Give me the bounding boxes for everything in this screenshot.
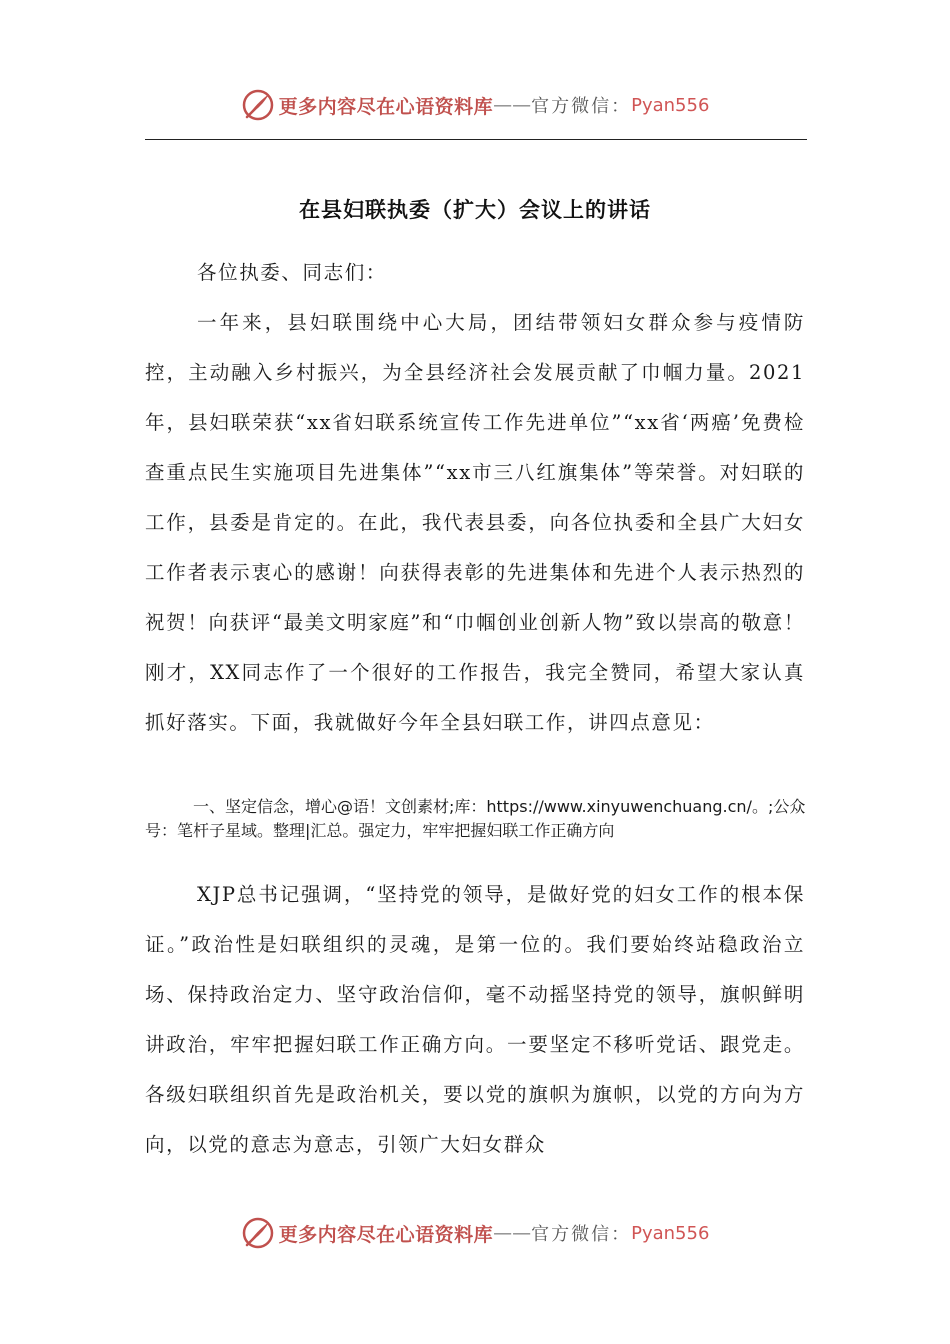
intro-paragraph: 一年来，县妇联围绕中心大局，团结带领妇女群众参与疫情防控，主动融入乡村振兴，为全县经济社会发展贡献了巾帼力量。2021年，县妇联荣获“xx省妇联系统宣传工作先进单位”“xx省‘两癌’免费检查重点民生实施项目先进集体”“xx市三八红旗集体”等荣誉。对妇联的工作，县委是肯定的。在此，我代表县委，向各位执委和全县广大妇女工作者表示衷心的感谢！向获得表彰的先进集体和先进个人表示热烈的祝贺！向获评“最美文明家庭”和“巾帼创业创新人物”致以崇高的敬意！刚才，XX同志作了一个很好的工作报告，我完全赞同，希望大家认真抓好落实。下面，我就做好今年全县妇联工作，讲四点意见： — [145, 311, 805, 734]
banner-separator: —— — [493, 1222, 532, 1244]
section-heading: 一、坚定信念，增心@语！文创素材;库：https://www.xinyuwenchuang.cn/。;公众号：笔杆子星域。整理|汇总。强定力，牢牢把握妇联工作正确方向 — [145, 797, 806, 840]
greeting-paragraph: 各位执委、同志们： — [197, 261, 387, 284]
quill-logo-icon — [241, 88, 275, 122]
banner-slogan: 更多内容尽在心语资料库 — [278, 1223, 494, 1246]
banner-separator: —— — [493, 94, 532, 116]
banner-contact-id: Pyan556 — [631, 1222, 710, 1244]
header-divider — [145, 139, 807, 140]
section-body-paragraph: XJP总书记强调，“坚持党的领导，是做好党的妇女工作的根本保证。”政治性是妇联组织的灵魂，是第一位的。我们要始终站稳政治立场、保持政治定力、坚守政治信仰，毫不动摇坚持党的领导，旗帜鲜明讲政治，牢牢把握妇联工作正确方向。一要坚定不移听党话、跟党走。各级妇联组织首先是政治机关，要以党的旗帜为旗帜，以党的方向为方向，以党的意志为意志，引领广大妇女群众 — [145, 883, 805, 1156]
banner-slogan: 更多内容尽在心语资料库 — [278, 95, 494, 118]
banner-contact-id: Pyan556 — [631, 94, 710, 116]
document-title: 在县妇联执委（扩大）会议上的讲话 — [299, 198, 651, 223]
header-banner — [0, 80, 950, 130]
banner-contact-label: 官方微信： — [531, 96, 632, 117]
banner-contact-label: 官方微信： — [531, 1224, 632, 1245]
footer-banner — [0, 1208, 950, 1258]
quill-logo-icon — [241, 1216, 275, 1250]
